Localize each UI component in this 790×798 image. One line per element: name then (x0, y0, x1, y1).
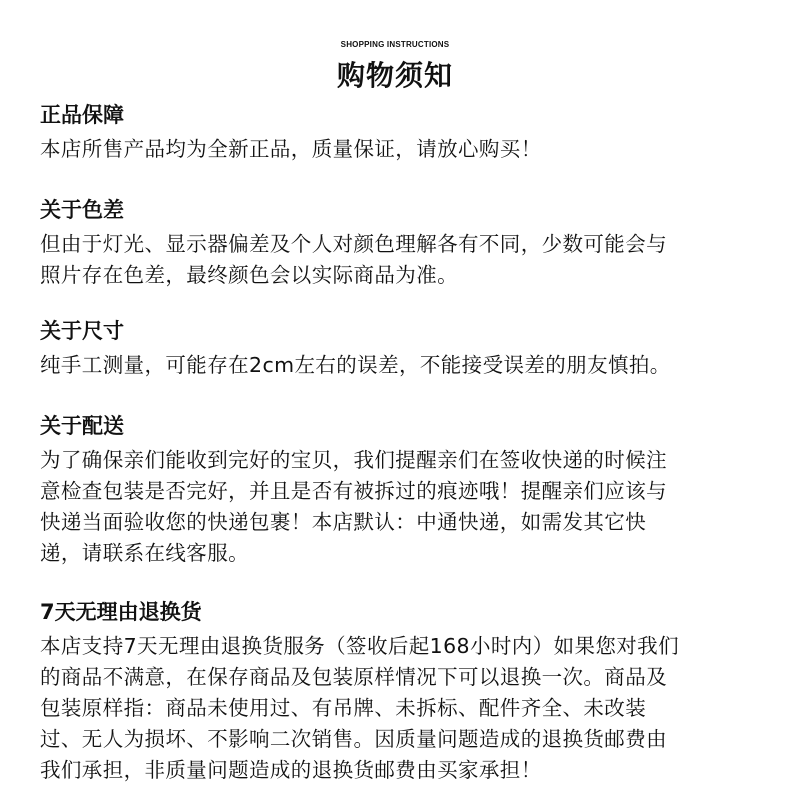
body-line: 本店所售产品均为全新正品，质量保证，请放心购买！ (40, 137, 542, 161)
body-line: 意检查包装是否完好，并且是否有被拆过的痕迹哦！提醒亲们应该与 (40, 479, 667, 503)
section-heading: 7天无理由退换货 (40, 600, 202, 624)
section-body (40, 445, 765, 569)
section-body (40, 631, 765, 786)
section-heading: 关于配送 (40, 414, 124, 438)
body-line: 的商品不满意，在保存商品及包装原样情况下可以退换一次。商品及 (40, 665, 667, 689)
section-body (40, 350, 765, 381)
section-heading: 关于尺寸 (40, 319, 124, 343)
section-authentic-guarantee (40, 100, 765, 165)
body-line: 纯手工测量，可能存在2cm左右的误差，不能接受误差的朋友慎拍。 (40, 353, 671, 377)
section-heading: 正品保障 (40, 103, 124, 127)
section-return-policy (40, 597, 765, 786)
section-heading: 关于色差 (40, 198, 124, 222)
body-line: 递，请联系在线客服。 (40, 541, 249, 565)
body-line: 但由于灯光、显示器偏差及个人对颜色理解各有不同，少数可能会与 (40, 232, 667, 256)
body-line: 过、无人为损坏、不影响二次销售。因质量问题造成的退换货邮费由 (40, 727, 667, 751)
body-line: 快递当面验收您的快递包裹！本店默认：中通快递，如需发其它快 (40, 510, 647, 534)
section-size (40, 316, 765, 381)
section-delivery (40, 411, 765, 569)
body-line: 我们承担，非质量问题造成的退换货邮费由买家承担！ (40, 758, 542, 782)
body-line: 包装原样指：商品未使用过、有吊牌、未拆标、配件齐全、未改装 (40, 696, 647, 720)
body-line: 为了确保亲们能收到完好的宝贝，我们提醒亲们在签收快递的时候注 (40, 448, 667, 472)
eyebrow-label: SHOPPING INSTRUCTIONS (340, 40, 450, 49)
section-body (40, 134, 765, 165)
body-line: 照片存在色差，最终颜色会以实际商品为准。 (40, 263, 458, 287)
body-line: 本店支持7天无理由退换货服务（签收后起168小时内）如果您对我们 (40, 634, 679, 658)
section-body (40, 229, 765, 291)
section-color-difference (40, 195, 765, 291)
page-title: 购物须知 (336, 59, 453, 92)
